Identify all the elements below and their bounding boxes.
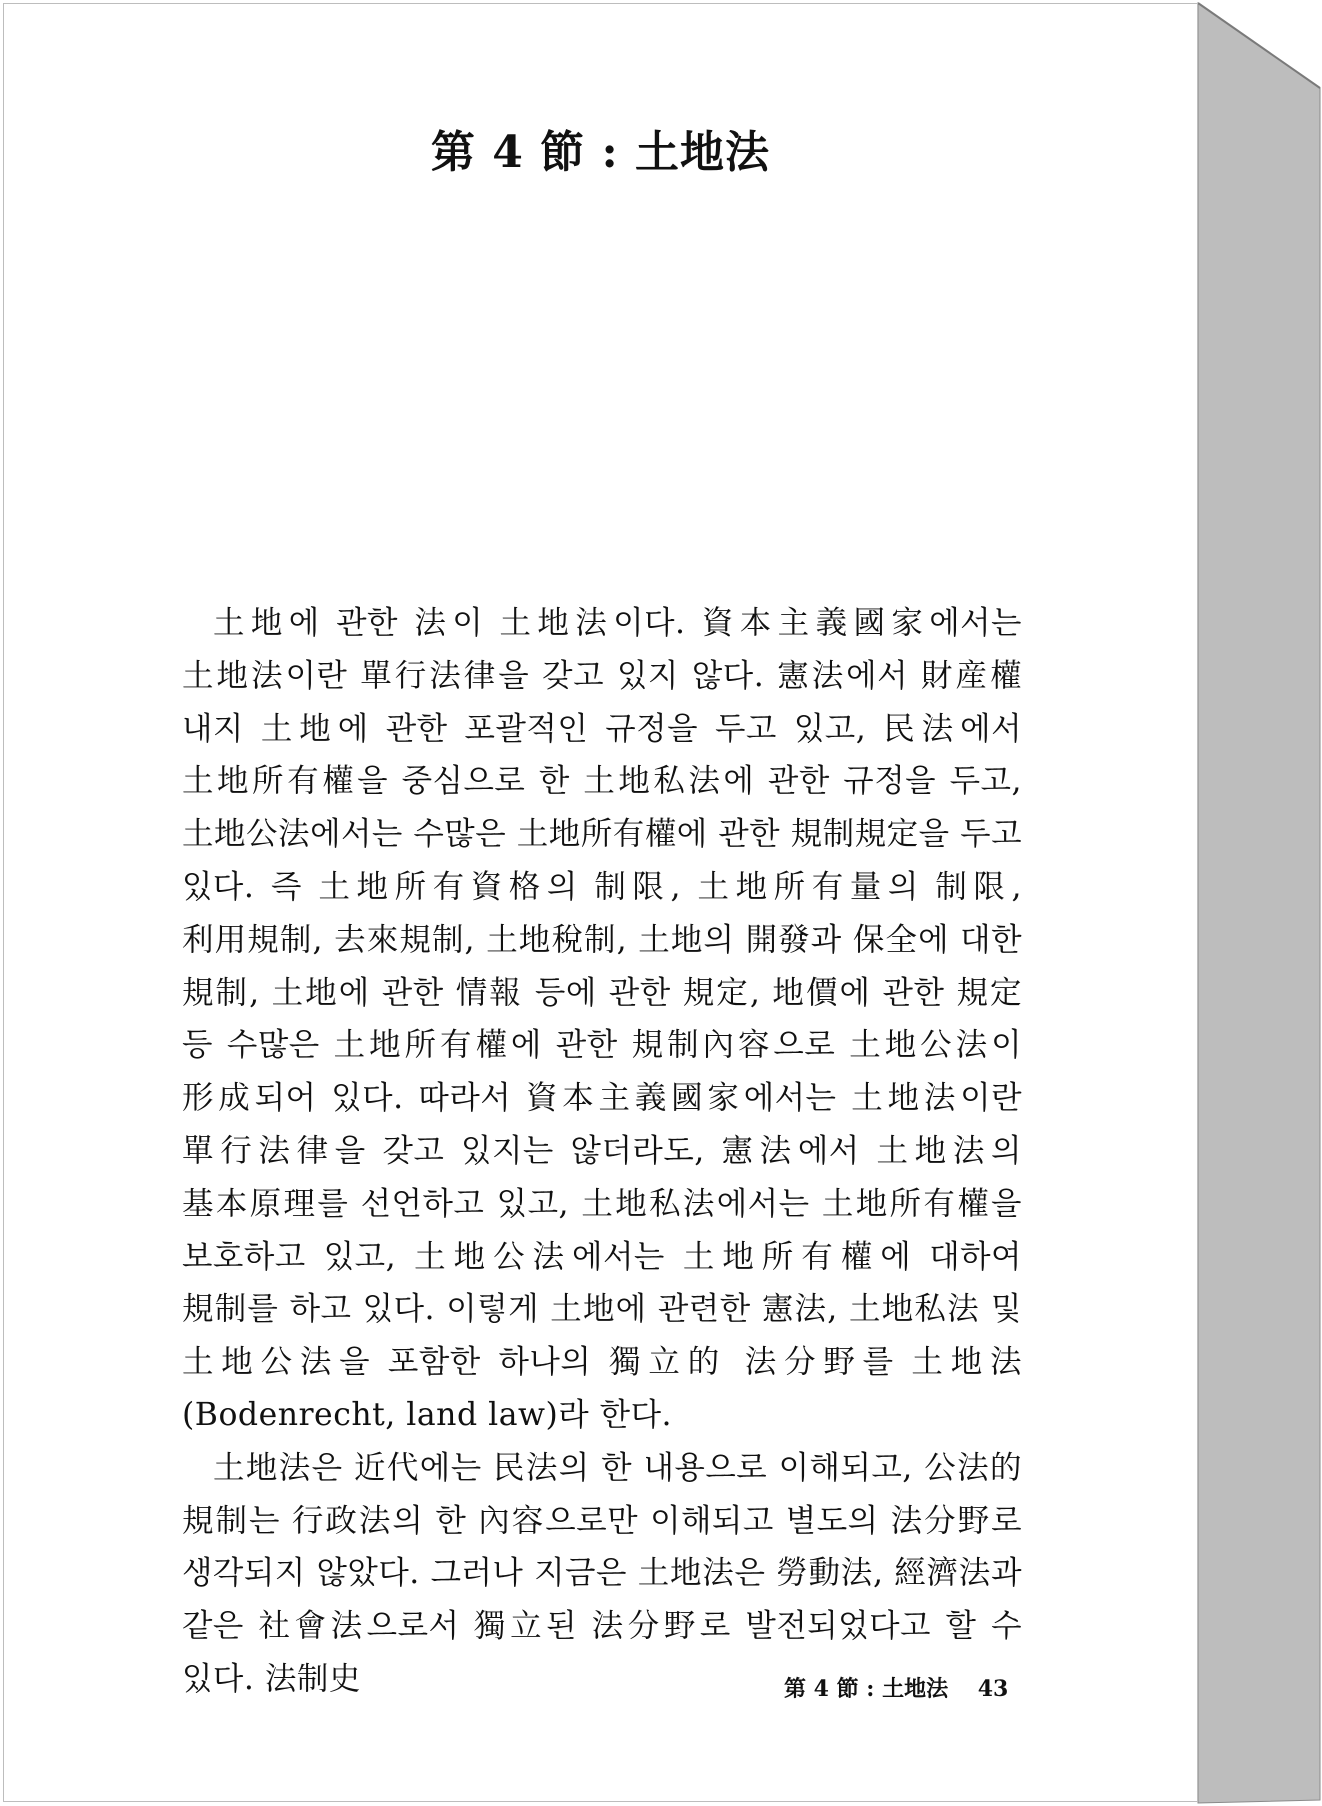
book-page bbox=[3, 3, 1198, 1802]
paragraph-2: 土地法은 近代에는 民法의 한 내용으로 이해되고, 公法的 規制는 行政法의 한 內容으로만 이해되고 별도의 法分野로 생각되지 않았다. 그러나 지금은 土地法은 勞動法, 經濟法과 같은 社會法으로서 獨立된 法分野로 발전되었다고 할 수 있다. 法制史 bbox=[182, 1449, 1022, 1697]
running-footer bbox=[784, 1672, 1008, 1703]
page-number: 43 bbox=[977, 1676, 1009, 1702]
paragraph-1: 土地에 관한 法이 土地法이다. 資本主義國家에서는 土地法이란 單行法律을 갖고 있지 않다. 憲法에서 財産權 내지 土地에 관한 포괄적인 규정을 두고 있고, 民法에서 土地所有權을 중심으로 한 土地私法에 관한 규정을 두고, 土地公法에서는 수많은 土地所有權에 관한 規制規定을 두고 있다. 즉 土地所有資格의 制限, 土地所有量의 制限, 利用規制, 去來規制, 土地稅制, 土地의 開發과 保全에 대한 規制, 土地에 관한 情報 등에 관한 規定, 地價에 관한 規定 등 수많은 土地所有權에 관한 規制內容으로 土地公法이 形成되어 있다. 따라서 資本主義國家에서는 土地法이란 單行法律을 갖고 있지는 않더라도, 憲法에서 土地法의 基本原理를 선언하고 있고, 土地私法에서는 土地所有權을 보호하고 있고, 土地公法에서는 土地所有權에 대하여 規制를 하고 있다. 이렇게 土地에 관련한 憲法, 土地私法 및 土地公法을 포함한 하나의 獨立的 法分野를 土地法(Bodenrecht, land law)라 한다. bbox=[182, 605, 1022, 1433]
chapter-title: 第 4 節 : 土地法 bbox=[430, 127, 771, 178]
body-text bbox=[182, 597, 1022, 1706]
page-thickness-side bbox=[1198, 3, 1320, 1803]
footer-running-title: 第 4 節 : 土地法 bbox=[784, 1676, 949, 1702]
